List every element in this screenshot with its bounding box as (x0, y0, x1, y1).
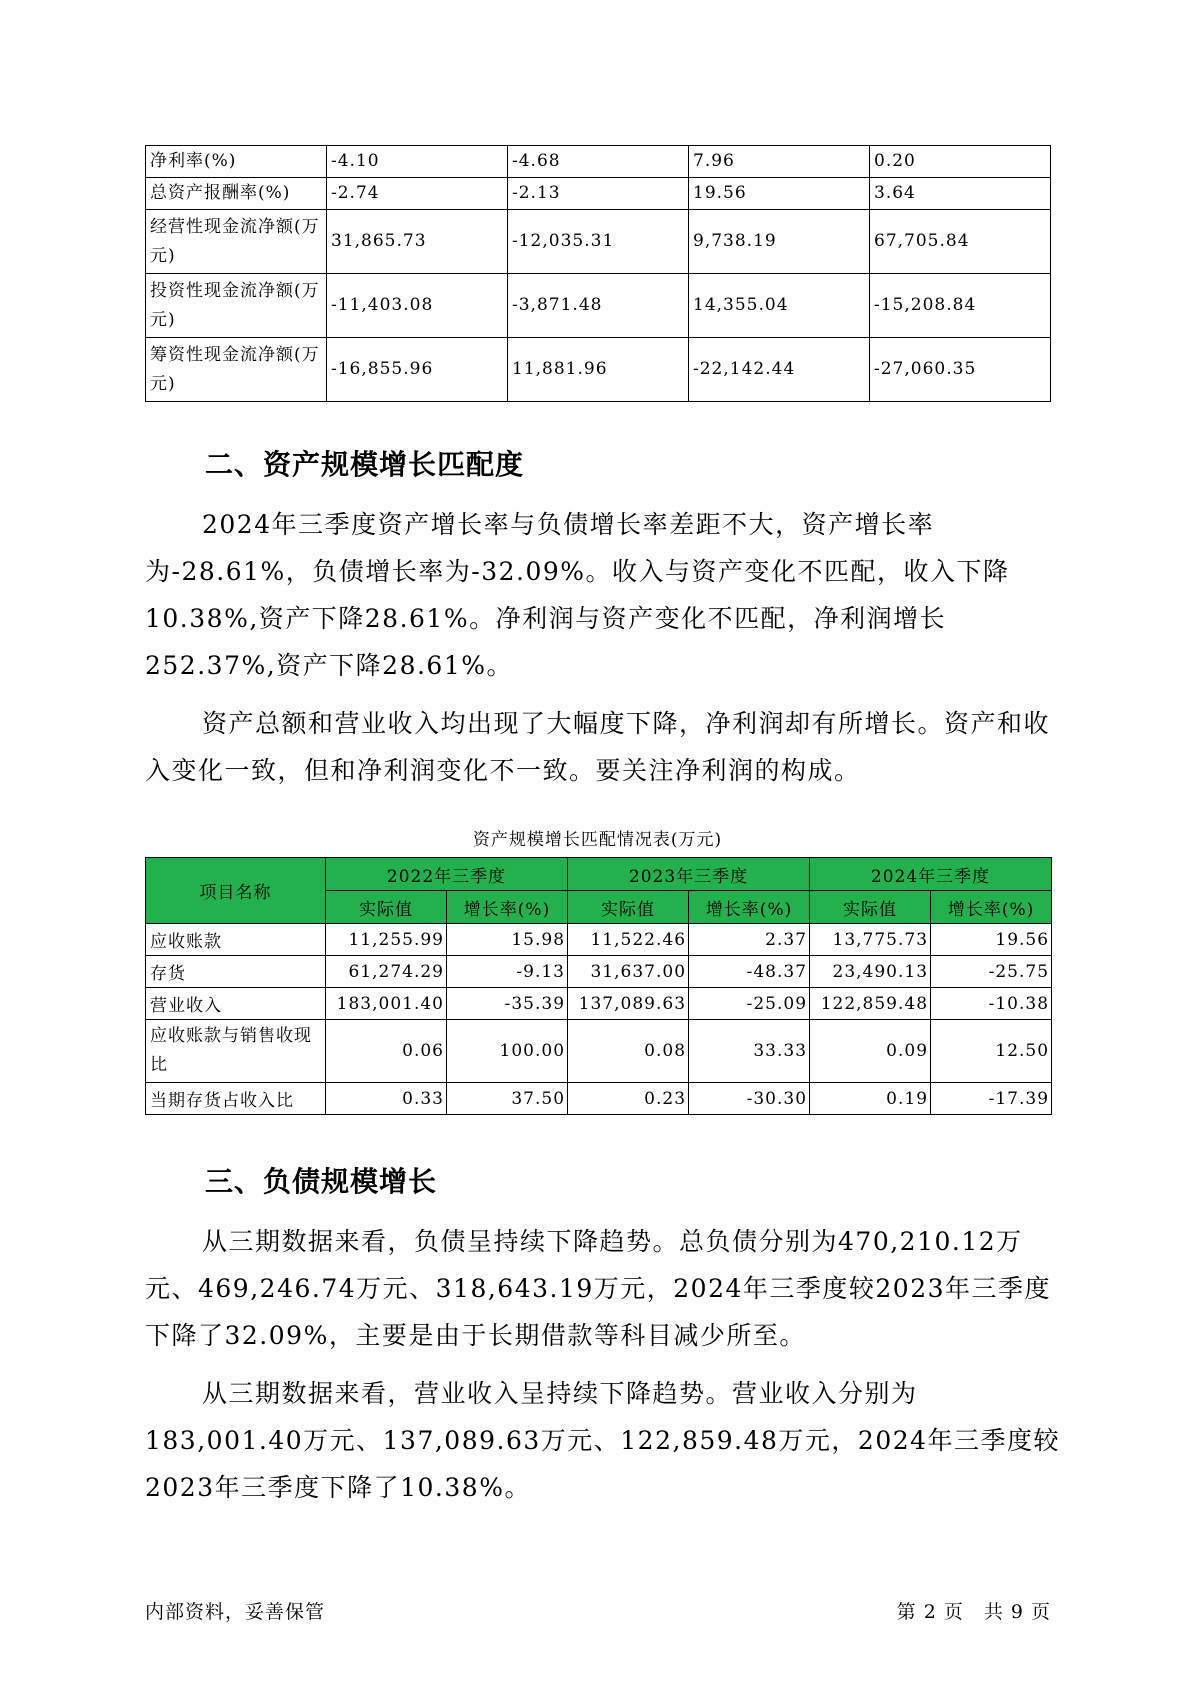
paragraph: 从三期数据来看，负债呈持续下降趋势。总负债分别为470,210.12万元、469,246.74万元、318,643.19万元，2024年三季度较2023年三季度下降了32.09%，主要是由于长期借款等科目减少所至。 (145, 1227, 1052, 1350)
column-header: 实际值 (568, 891, 689, 924)
table-cell: -48.37 (689, 956, 810, 988)
paragraph: 2024年三季度资产增长率与负债增长率差距不大，资产增长率为-28.61%，负债增长率为-32.09%。收入与资产变化不匹配，收入下降10.38%,资产下降28.61%。净利润与资产变化不匹配，净利润增长252.37%,资产下降28.61%。 (145, 510, 1010, 680)
financial-metrics-table (145, 145, 1051, 402)
table-cell: 0.23 (568, 1083, 689, 1115)
table-cell: -4.10 (327, 146, 508, 178)
table-row (146, 1020, 1052, 1083)
page-number: 第 2 页 共 9 页 (896, 1601, 1051, 1623)
column-header: 项目名称 (146, 858, 326, 924)
table-cell: -25.09 (689, 988, 810, 1020)
table-cell: -15,208.84 (870, 274, 1051, 338)
table-row (146, 924, 1052, 956)
table-cell: 122,859.48 (810, 988, 931, 1020)
table-cell: 19.56 (931, 924, 1052, 956)
table-cell: 13,775.73 (810, 924, 931, 956)
row-label: 净利率(%) (146, 146, 327, 178)
table-header-row (146, 858, 1052, 891)
row-label: 存货 (146, 956, 326, 988)
table-cell: 23,490.13 (810, 956, 931, 988)
table-cell: 183,001.40 (326, 988, 447, 1020)
row-label: 应收账款 (146, 924, 326, 956)
row-label: 营业收入 (146, 988, 326, 1020)
table-cell: -9.13 (447, 956, 568, 988)
table-caption: 资产规模增长匹配情况表(万元) (472, 830, 723, 850)
table-cell: 100.00 (447, 1020, 568, 1083)
table-row (146, 956, 1052, 988)
table-cell: -2.13 (508, 178, 689, 210)
table-cell: 137,089.63 (568, 988, 689, 1020)
table-cell: -27,060.35 (870, 338, 1051, 402)
table-cell: 11,522.46 (568, 924, 689, 956)
table-cell: 9,738.19 (689, 210, 870, 274)
column-header: 增长率(%) (689, 891, 810, 924)
table-cell: -22,142.44 (689, 338, 870, 402)
table-cell: 7.96 (689, 146, 870, 178)
table-cell: 2.37 (689, 924, 810, 956)
paragraph: 从三期数据来看，营业收入呈持续下降趋势。营业收入分别为183,001.40万元、137,089.63万元、122,859.48万元，2024年三季度较2023年三季度下降了10.38%。 (145, 1379, 1061, 1502)
table-row (146, 1083, 1052, 1115)
row-label: 当期存货占收入比 (146, 1083, 326, 1115)
table-cell: 61,274.29 (326, 956, 447, 988)
table-row (146, 274, 1051, 338)
table-cell: 11,881.96 (508, 338, 689, 402)
table-row (146, 338, 1051, 402)
table-cell: 0.33 (326, 1083, 447, 1115)
column-header: 增长率(%) (931, 891, 1052, 924)
section-heading: 三、负债规模增长 (205, 1165, 438, 1198)
column-header: 实际值 (326, 891, 447, 924)
row-label: 总资产报酬率(%) (146, 178, 327, 210)
column-header: 2024年三季度 (810, 858, 1052, 891)
column-header: 2023年三季度 (568, 858, 810, 891)
table-cell: 0.09 (810, 1020, 931, 1083)
table-cell: -30.30 (689, 1083, 810, 1115)
table-row (146, 988, 1052, 1020)
row-label: 筹资性现金流净额(万元) (146, 338, 327, 402)
table-cell: 19.56 (689, 178, 870, 210)
table-cell: -2.74 (327, 178, 508, 210)
column-header: 实际值 (810, 891, 931, 924)
section-heading: 二、资产规模增长匹配度 (205, 448, 525, 481)
footer-confidential-note: 内部资料，妥善保管 (145, 1601, 326, 1623)
asset-scale-table (145, 857, 1052, 1115)
table-cell: 12.50 (931, 1020, 1052, 1083)
table-cell: -4.68 (508, 146, 689, 178)
table-cell: 67,705.84 (870, 210, 1051, 274)
table-cell: -16,855.96 (327, 338, 508, 402)
table-cell: 37.50 (447, 1083, 568, 1115)
row-label: 应收账款与销售收现比 (146, 1020, 326, 1083)
table-row (146, 178, 1051, 210)
column-header: 2022年三季度 (326, 858, 568, 891)
column-header: 增长率(%) (447, 891, 568, 924)
table-cell: 14,355.04 (689, 274, 870, 338)
table-cell: 11,255.99 (326, 924, 447, 956)
table-cell: 31,865.73 (327, 210, 508, 274)
table-cell: -12,035.31 (508, 210, 689, 274)
row-label: 经营性现金流净额(万元) (146, 210, 327, 274)
paragraph: 资产总额和营业收入均出现了大幅度下降，净利润却有所增长。资产和收入变化一致，但和净利润变化不一致。要关注净利润的构成。 (145, 709, 1051, 785)
table-cell: -25.75 (931, 956, 1052, 988)
table-cell: -11,403.08 (327, 274, 508, 338)
table-cell: 0.19 (810, 1083, 931, 1115)
table-cell: 31,637.00 (568, 956, 689, 988)
table-cell: 0.06 (326, 1020, 447, 1083)
table-cell: -3,871.48 (508, 274, 689, 338)
table-cell: -10.38 (931, 988, 1052, 1020)
table-cell: 0.08 (568, 1020, 689, 1083)
table-cell: -35.39 (447, 988, 568, 1020)
table-cell: 0.20 (870, 146, 1051, 178)
table-cell: -17.39 (931, 1083, 1052, 1115)
table-cell: 3.64 (870, 178, 1051, 210)
table-row (146, 146, 1051, 178)
table-cell: 15.98 (447, 924, 568, 956)
table-cell: 33.33 (689, 1020, 810, 1083)
row-label: 投资性现金流净额(万元) (146, 274, 327, 338)
table-row (146, 210, 1051, 274)
